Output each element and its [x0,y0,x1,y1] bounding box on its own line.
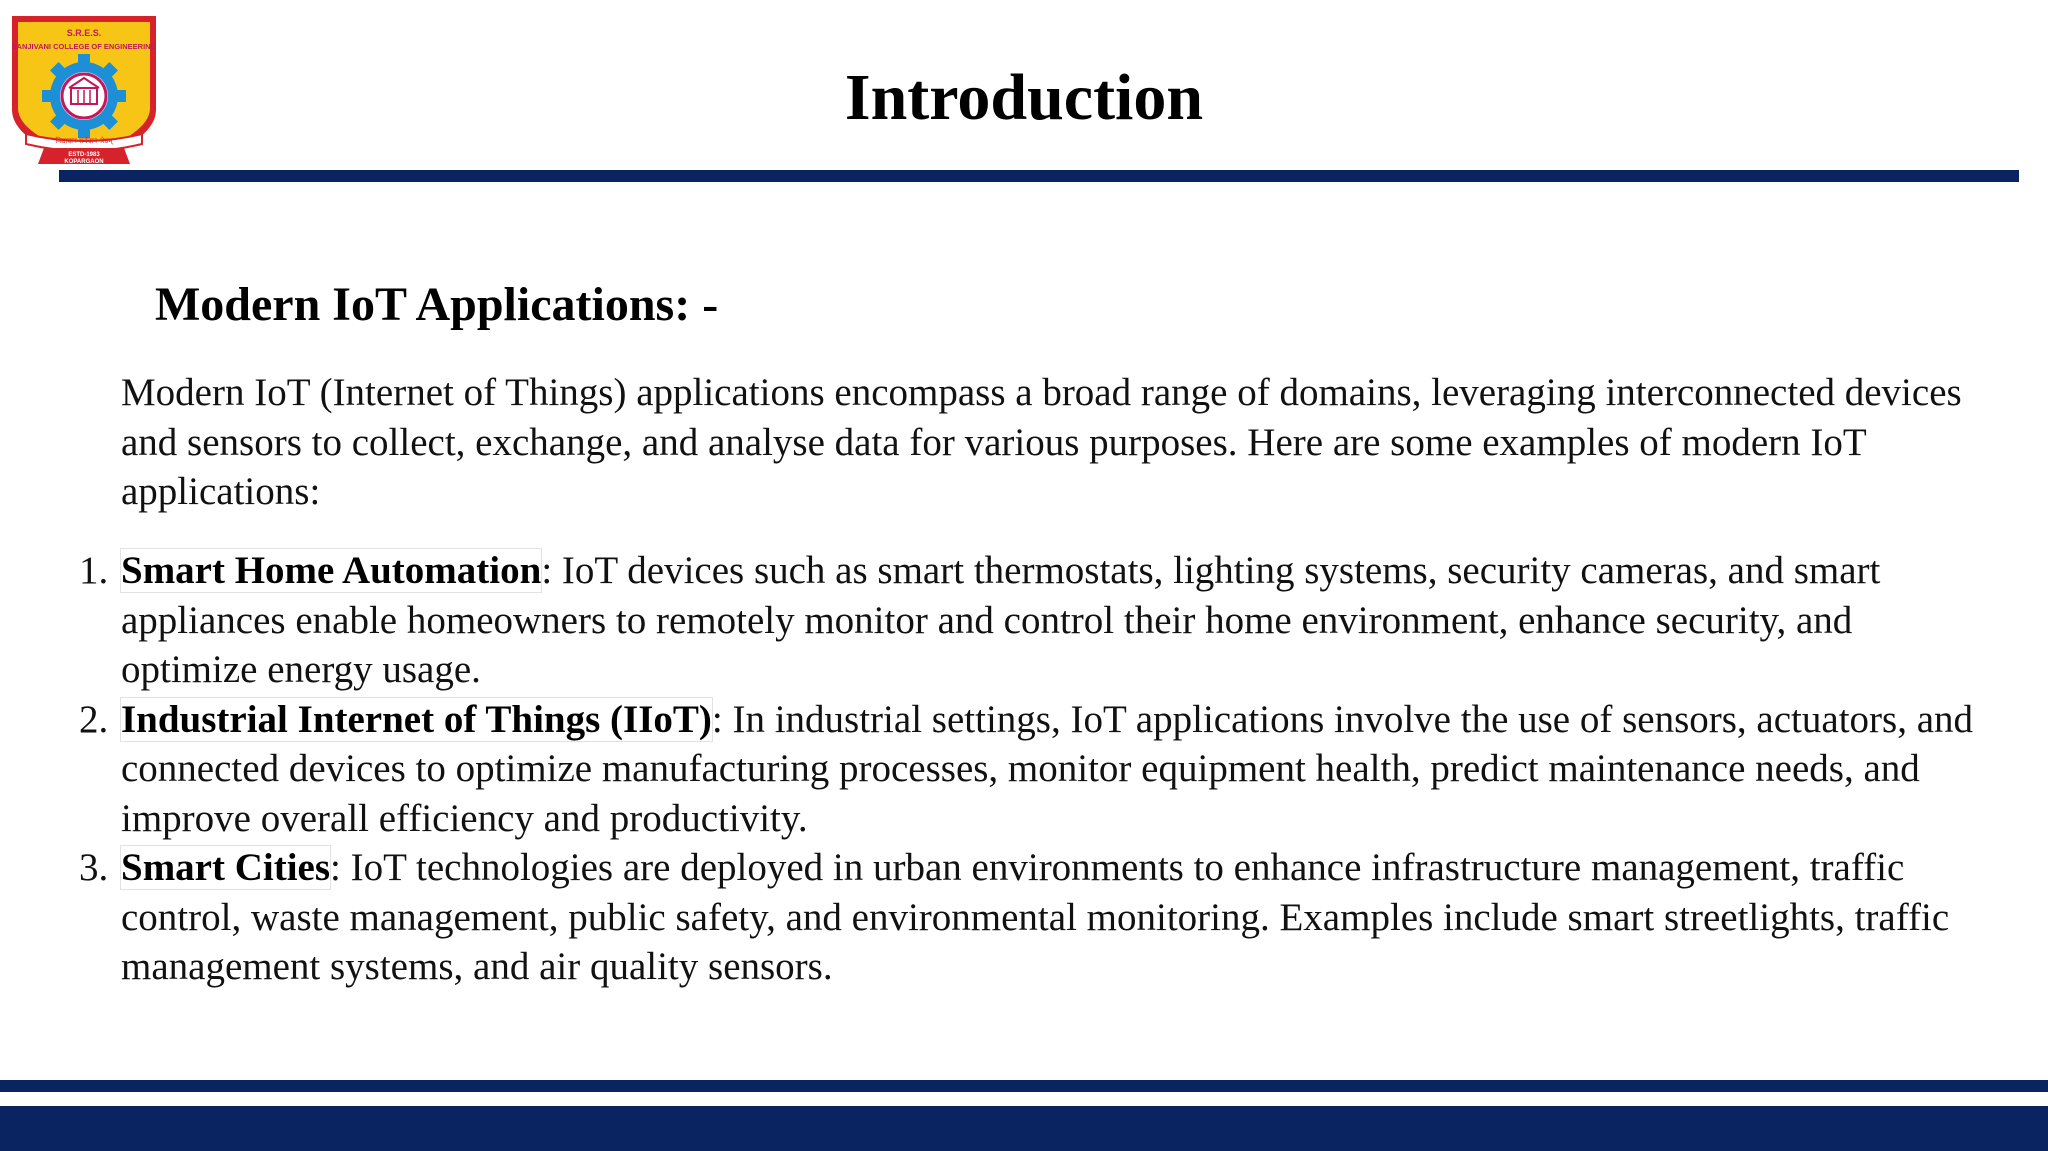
list-item-smart-home [79,546,1981,695]
footer-divider-thin [0,1080,2048,1092]
list-item-iiot [79,695,1981,844]
footer-bar [0,1106,2048,1151]
intro-text: Modern IoT (Internet of Things) applications encompass a broad range of domains, leveraging interconnected devices and sensors to collect, exchange, and analyse data for various purposes. Here are some examples of modern IoT applications: [121,371,1962,513]
logo-motto: विद्यादान सर्वदान श्रेष्ठम् [55,137,113,145]
page-title-text: Introduction [844,61,1204,134]
list-item-term: Industrial Internet of Things (IIoT) [121,697,712,741]
header-divider [59,170,2019,182]
applications-list [79,546,1981,992]
logo-established: ESTD-1983 [68,152,100,158]
list-item-description: : IoT technologies are deployed in urban environments to enhance infrastructure management, traffic control, waste management, public safety, and environmental monitoring. Examples include smart streetlights, traffic management systems, and air quality sensors. [121,846,1950,988]
list-item-term: Smart Cities [121,846,331,889]
logo-place: KOPARGAON [64,159,104,165]
list-item-smart-cities [79,843,1981,992]
logo-college-name: SANJIVANI COLLEGE OF ENGINEERING [11,42,157,51]
list-item-description: : In industrial settings, IoT applications involve the use of sensors, actuators, and connected devices to optimize manufacturing processes, monitor equipment health, predict maintenance needs, and improve overall efficiency and productivity. [121,697,1974,840]
list-item-description: : IoT devices such as smart thermostats, lighting systems, security cameras, and smart appliances enable homeowners to remotely monitor and control their home environment, enhance security, and optimize energy usage. [121,549,1881,691]
list-item-number: 2. [79,697,109,741]
page-title [0,58,2048,138]
section-heading: Modern IoT Applications: - [155,278,719,331]
list-item-number: 1. [79,549,109,592]
list-item-number: 3. [79,846,109,889]
logo-org-abbrev: S.R.E.S. [66,28,102,38]
intro-paragraph [121,368,1981,517]
list-item-term: Smart Home Automation [121,549,542,592]
